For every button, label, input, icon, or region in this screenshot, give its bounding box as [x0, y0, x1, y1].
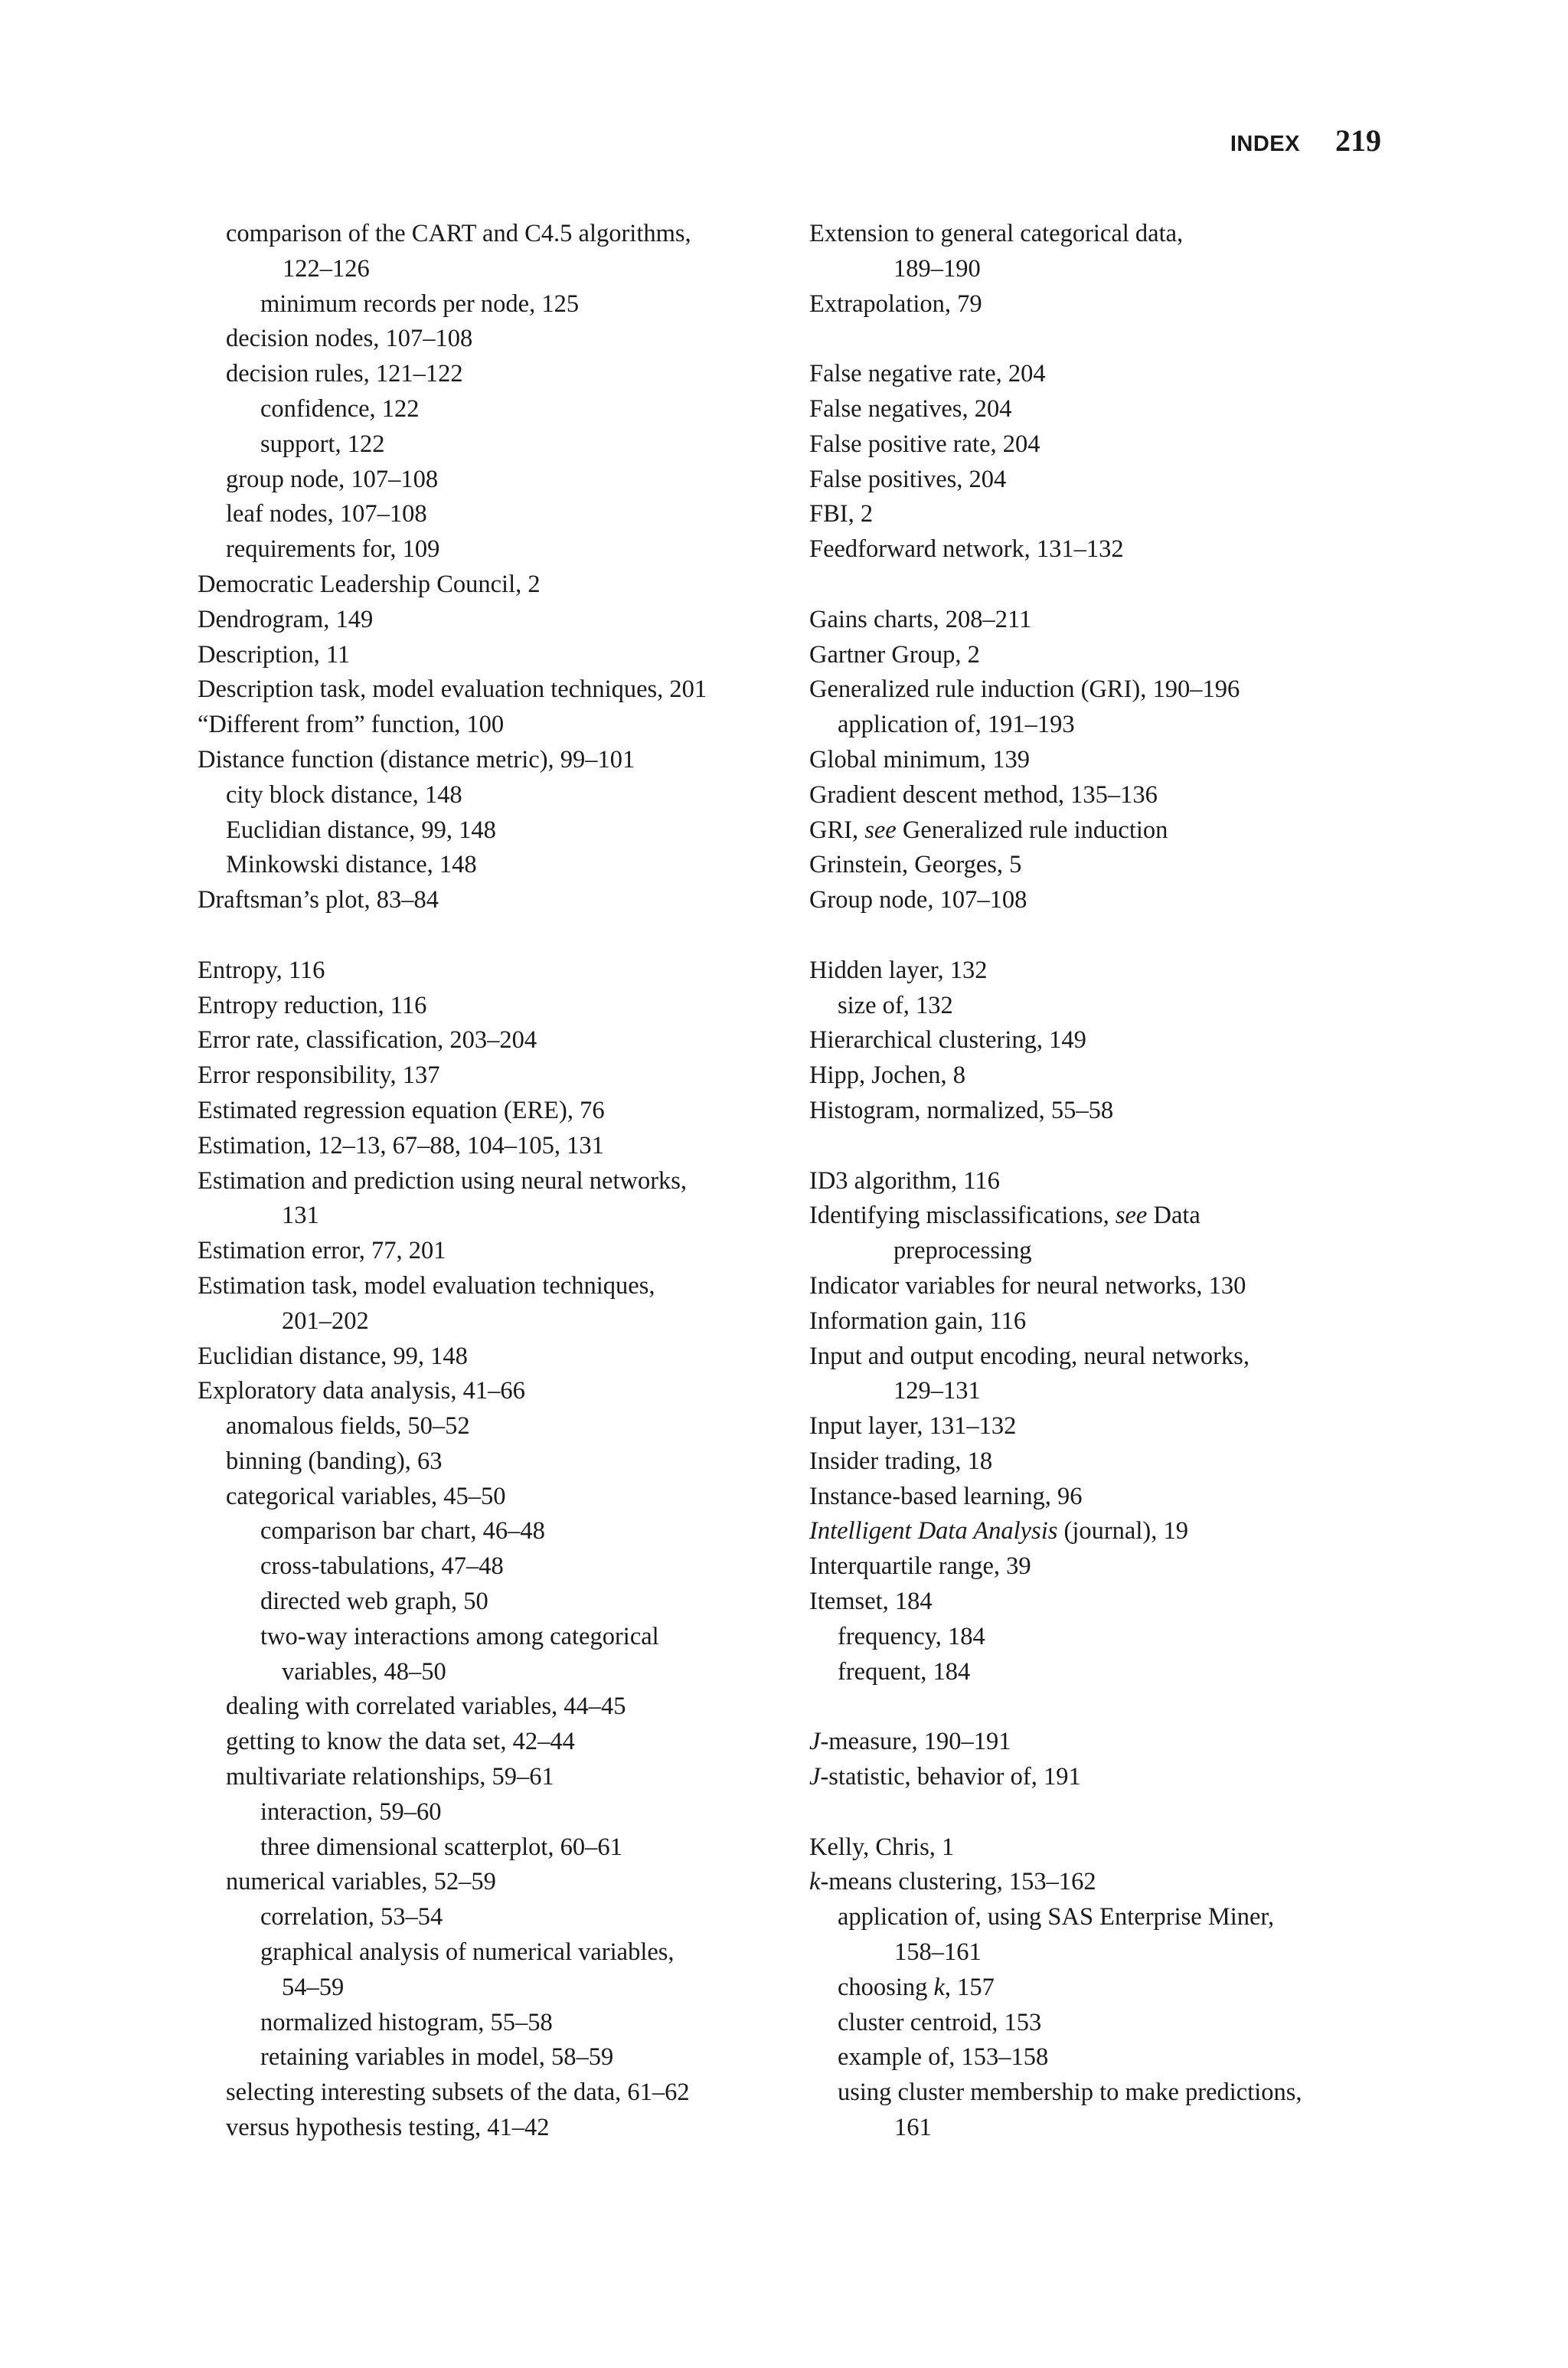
letter-group-gap: [809, 918, 1391, 953]
entry-text: Minkowski distance, 148: [226, 851, 477, 879]
index-entry: [809, 1339, 1391, 1410]
index-subentry: [198, 1760, 779, 1795]
entry-text: getting to know the data set, 42–44: [226, 1728, 575, 1756]
index-subentry: [198, 1830, 779, 1866]
index-entry: [198, 1129, 779, 1164]
entry-text: GRI,: [809, 816, 865, 844]
entry-text: group node, 107–108: [226, 465, 439, 493]
index-subentry: [198, 1620, 779, 1690]
index-entry: [198, 708, 779, 743]
index-entry: [809, 743, 1391, 778]
index-entry: [198, 1023, 779, 1058]
entry-text: Instance-based learning, 96: [809, 1482, 1083, 1510]
entry-italic-text: J: [809, 1728, 821, 1756]
index-entry: [809, 1480, 1391, 1515]
index-entry: [809, 953, 1391, 989]
entry-text: graphical analysis of numerical variables,: [260, 1938, 675, 1967]
index-entry: [809, 1269, 1391, 1304]
entry-text: Identifying misclassifications,: [809, 1202, 1116, 1230]
index-entry: [198, 1269, 779, 1339]
entry-text: minimum records per node, 125: [260, 289, 580, 318]
entry-text: Gains charts, 208–211: [809, 605, 1032, 633]
letter-group-gap: [809, 1129, 1391, 1164]
entry-text: choosing: [838, 1973, 934, 2001]
entry-text: Hidden layer, 132: [809, 956, 988, 984]
entry-text: decision nodes, 107–108: [226, 325, 473, 353]
index-entry: [809, 672, 1391, 708]
index-entry: [809, 1304, 1391, 1339]
entry-continuation: 201–202: [282, 1307, 369, 1335]
entry-text: correlation, 53–54: [260, 1903, 443, 1931]
index-subentry: [198, 532, 779, 567]
entry-text: Insider trading, 18: [809, 1447, 993, 1475]
index-entry: [809, 357, 1391, 392]
entry-text: Data: [1147, 1202, 1200, 1230]
index-entry: [809, 1058, 1391, 1094]
entry-italic-text: J: [809, 1763, 821, 1791]
entry-text: False positive rate, 204: [809, 430, 1040, 458]
index-subentry: [198, 2075, 779, 2111]
entry-text: city block distance, 148: [226, 780, 462, 809]
entry-text: False negatives, 204: [809, 394, 1012, 423]
entry-text: using cluster membership to make predictions,: [838, 2079, 1302, 2107]
entry-continuation: 131: [282, 1202, 319, 1230]
entry-text: -means clustering, 153–162: [820, 1868, 1096, 1896]
entry-text: Estimation error, 77, 201: [198, 1237, 446, 1265]
letter-group-gap: [809, 567, 1391, 603]
entry-continuation: 158–161: [894, 1938, 982, 1967]
index-subentry: [198, 2006, 779, 2041]
entry-text: Description, 11: [198, 640, 351, 669]
index-subentry: [198, 497, 779, 532]
index-entry: [809, 1444, 1391, 1480]
index-entry: [809, 1760, 1391, 1795]
index-entry: [809, 427, 1391, 463]
entry-continuation: 129–131: [893, 1377, 981, 1405]
index-entry: [198, 1058, 779, 1094]
index-subentry: [198, 1585, 779, 1620]
index-entry: [198, 883, 779, 918]
entry-text: Democratic Leadership Council, 2: [198, 570, 541, 598]
entry-text: Interquartile range, 39: [809, 1552, 1031, 1581]
entry-text: versus hypothesis testing, 41–42: [226, 2114, 550, 2142]
letter-group-gap: [198, 918, 779, 953]
entry-text: Input and output encoding, neural networks,: [809, 1342, 1250, 1370]
entry-text: directed web graph, 50: [260, 1588, 488, 1616]
entry-text: Generalized rule induction (GRI), 190–196: [809, 675, 1240, 704]
entry-text: dealing with correlated variables, 44–45: [226, 1693, 626, 1721]
entry-text: Itemset, 184: [809, 1588, 933, 1616]
running-head-title: INDEX: [1230, 132, 1300, 156]
entry-text: Hipp, Jochen, 8: [809, 1061, 965, 1090]
entry-text: interaction, 59–60: [260, 1797, 442, 1826]
index-entry: [809, 463, 1391, 498]
entry-text: Euclidian distance, 99, 148: [226, 816, 496, 844]
entry-text: Information gain, 116: [809, 1307, 1027, 1335]
index-subentry: [198, 1444, 779, 1480]
index-entry: [809, 813, 1391, 849]
index-subentry: [198, 287, 779, 322]
index-entry: [809, 1549, 1391, 1585]
index-entry: [809, 1094, 1391, 1129]
index-column-right: [809, 217, 1391, 2146]
entry-text: -measure, 190–191: [820, 1728, 1011, 1756]
entry-text: Input layer, 131–132: [809, 1412, 1017, 1441]
entry-text: comparison bar chart, 46–48: [260, 1517, 545, 1545]
entry-continuation: variables, 48–50: [282, 1657, 446, 1686]
index-subentry: [198, 848, 779, 883]
entry-text: three dimensional scatterplot, 60–61: [260, 1833, 622, 1861]
index-subentry: [809, 2040, 1391, 2075]
entry-text: , 157: [944, 1973, 995, 2001]
entry-text: (journal), 19: [1057, 1517, 1188, 1545]
entry-text: Dendrogram, 149: [198, 605, 374, 633]
index-entry: [198, 1374, 779, 1409]
entry-text: Description task, model evaluation techniques, 201: [198, 675, 707, 704]
index-entry: [198, 953, 779, 989]
entry-text: Gradient descent method, 135–136: [809, 780, 1158, 809]
entry-text: categorical variables, 45–50: [226, 1482, 506, 1510]
index-subentry: [198, 1725, 779, 1760]
entry-text: leaf nodes, 107–108: [226, 500, 427, 528]
entry-text: ID3 algorithm, 116: [809, 1166, 1000, 1195]
index-subentry: [198, 1795, 779, 1830]
entry-text: requirements for, 109: [226, 535, 440, 564]
entry-text: application of, 191–193: [838, 711, 1075, 739]
entry-text: application of, using SAS Enterprise Miner,: [838, 1903, 1275, 1931]
entry-text: Global minimum, 139: [809, 745, 1030, 774]
index-column-left: [198, 217, 779, 2146]
entry-text: Estimated regression equation (ERE), 76: [198, 1096, 605, 1124]
index-entry: [198, 672, 779, 708]
entry-text: Euclidian distance, 99, 148: [198, 1342, 468, 1370]
entry-text: binning (banding), 63: [226, 1447, 443, 1475]
index-entry: [809, 1725, 1391, 1760]
index-entry: [809, 603, 1391, 638]
entry-text: Grinstein, Georges, 5: [809, 851, 1022, 879]
index-entry: [809, 1585, 1391, 1620]
entry-continuation: 161: [894, 2114, 932, 2142]
index-subentry: [809, 1655, 1391, 1690]
index-subentry: [809, 2075, 1391, 2146]
entry-text: Extrapolation, 79: [809, 289, 982, 318]
entry-text: support, 122: [260, 430, 385, 458]
index-subentry: [198, 427, 779, 463]
index-entry: [198, 743, 779, 778]
entry-continuation: 54–59: [282, 1973, 345, 2001]
index-subentry: [198, 2111, 779, 2146]
index-entry: [809, 638, 1391, 673]
index-entry: [809, 1865, 1391, 1900]
index-subentry: [809, 989, 1391, 1024]
index-entry: [198, 1164, 779, 1235]
index-entry: [198, 1094, 779, 1129]
entry-text: -statistic, behavior of, 191: [820, 1763, 1081, 1791]
entry-text: confidence, 122: [260, 394, 420, 423]
index-entry: [809, 497, 1391, 532]
entry-text: example of, 153–158: [838, 2043, 1049, 2072]
entry-continuation: 189–190: [893, 254, 981, 283]
index-subentry: [809, 2006, 1391, 2041]
index-entry: [809, 1023, 1391, 1058]
entry-text: Distance function (distance metric), 99–101: [198, 745, 635, 774]
entry-text: False negative rate, 204: [809, 360, 1046, 388]
index-entry: [809, 883, 1391, 918]
index-entry: [809, 392, 1391, 427]
page-number: 219: [1335, 123, 1381, 158]
entry-continuation: 122–126: [283, 254, 370, 283]
entry-text: Entropy, 116: [198, 956, 325, 984]
index-subentry: [198, 1480, 779, 1515]
index-entry: [809, 532, 1391, 567]
entry-text: Gartner Group, 2: [809, 640, 980, 669]
entry-text: Kelly, Chris, 1: [809, 1833, 955, 1861]
index-entry: [809, 848, 1391, 883]
index-subentry: [198, 357, 779, 392]
index-entry: [809, 287, 1391, 322]
index-subentry: [198, 2040, 779, 2075]
entry-continuation: preprocessing: [893, 1237, 1032, 1265]
running-head: [1230, 123, 1381, 159]
index-subentry: [198, 1549, 779, 1585]
entry-text: size of, 132: [838, 991, 953, 1019]
entry-text: Estimation, 12–13, 67–88, 104–105, 131: [198, 1131, 604, 1159]
index-subentry: [198, 1514, 779, 1549]
entry-text: Entropy reduction, 116: [198, 991, 427, 1019]
index-entry: [809, 1199, 1391, 1269]
entry-text: numerical variables, 52–59: [226, 1868, 496, 1896]
entry-text: frequency, 184: [838, 1622, 985, 1650]
index-entry: [198, 989, 779, 1024]
entry-italic-text: see: [1115, 1202, 1148, 1230]
entry-text: Extension to general categorical data,: [809, 220, 1184, 247]
index-entry: [809, 778, 1391, 813]
index-subentry: [809, 1971, 1391, 2006]
entry-text: Feedforward network, 131–132: [809, 535, 1124, 564]
index-subentry: [198, 392, 779, 427]
entry-italic-text: k: [809, 1868, 821, 1896]
index-entry: [809, 1514, 1391, 1549]
entry-text: Error rate, classification, 203–204: [198, 1026, 537, 1055]
index-subentry: [809, 1620, 1391, 1655]
index-entry: [809, 1164, 1391, 1199]
entry-text: retaining variables in model, 58–59: [260, 2043, 614, 2072]
index-subentry: [198, 1409, 779, 1444]
entry-text: Group node, 107–108: [809, 886, 1027, 914]
entry-text: Hierarchical clustering, 149: [809, 1026, 1086, 1055]
index-subentry: [809, 708, 1391, 743]
index-subentry: [198, 1900, 779, 1935]
entry-text: Error responsibility, 137: [198, 1061, 440, 1090]
entry-text: Generalized rule induction: [896, 816, 1168, 844]
entry-text: Exploratory data analysis, 41–66: [198, 1377, 525, 1405]
index-entry: [809, 1830, 1391, 1866]
entry-text: decision rules, 121–122: [226, 360, 463, 388]
index-entry: [198, 1234, 779, 1269]
letter-group-gap: [809, 322, 1391, 357]
entry-text: multivariate relationships, 59–61: [226, 1763, 554, 1791]
index-entry: [198, 1339, 779, 1375]
entry-text: comparison of the CART and C4.5 algorithms,: [226, 220, 691, 247]
index-entry: [198, 603, 779, 638]
index-entry: [198, 638, 779, 673]
index-subentry: [198, 1865, 779, 1900]
index-entry: [198, 567, 779, 603]
entry-text: “Different from” function, 100: [198, 711, 505, 739]
entry-text: Draftsman’s plot, 83–84: [198, 886, 439, 914]
entry-text: Estimation and prediction using neural networks,: [198, 1166, 688, 1195]
index-subentry: [198, 463, 779, 498]
entry-text: Histogram, normalized, 55–58: [809, 1096, 1114, 1124]
entry-text: two-way interactions among categorical: [260, 1622, 659, 1650]
entry-text: normalized histogram, 55–58: [260, 2008, 553, 2036]
entry-text: frequent, 184: [838, 1657, 971, 1686]
entry-italic-text: see: [864, 816, 897, 844]
entry-text: False positives, 204: [809, 465, 1007, 493]
index-subentry: [198, 1935, 779, 2006]
letter-group-gap: [809, 1795, 1391, 1830]
entry-text: selecting interesting subsets of the data, 61–62: [226, 2079, 690, 2107]
entry-text: FBI, 2: [809, 500, 874, 528]
index-subentry: [198, 322, 779, 357]
index-subentry: [198, 813, 779, 849]
index-subentry: [198, 217, 779, 287]
letter-group-gap: [809, 1689, 1391, 1725]
index-entry: [809, 1409, 1391, 1444]
entry-text: Indicator variables for neural networks, 130: [809, 1271, 1246, 1300]
index-entry: [809, 217, 1391, 287]
entry-text: anomalous fields, 50–52: [226, 1412, 470, 1441]
entry-italic-text: Intelligent Data Analysis: [809, 1517, 1058, 1545]
index-subentry: [198, 778, 779, 813]
index-subentry: [198, 1689, 779, 1725]
entry-italic-text: k: [933, 1973, 945, 2001]
index-subentry: [809, 1900, 1391, 1971]
entry-text: Estimation task, model evaluation techniques,: [198, 1271, 655, 1300]
entry-text: cluster centroid, 153: [838, 2008, 1042, 2036]
entry-text: cross-tabulations, 47–48: [260, 1552, 504, 1581]
